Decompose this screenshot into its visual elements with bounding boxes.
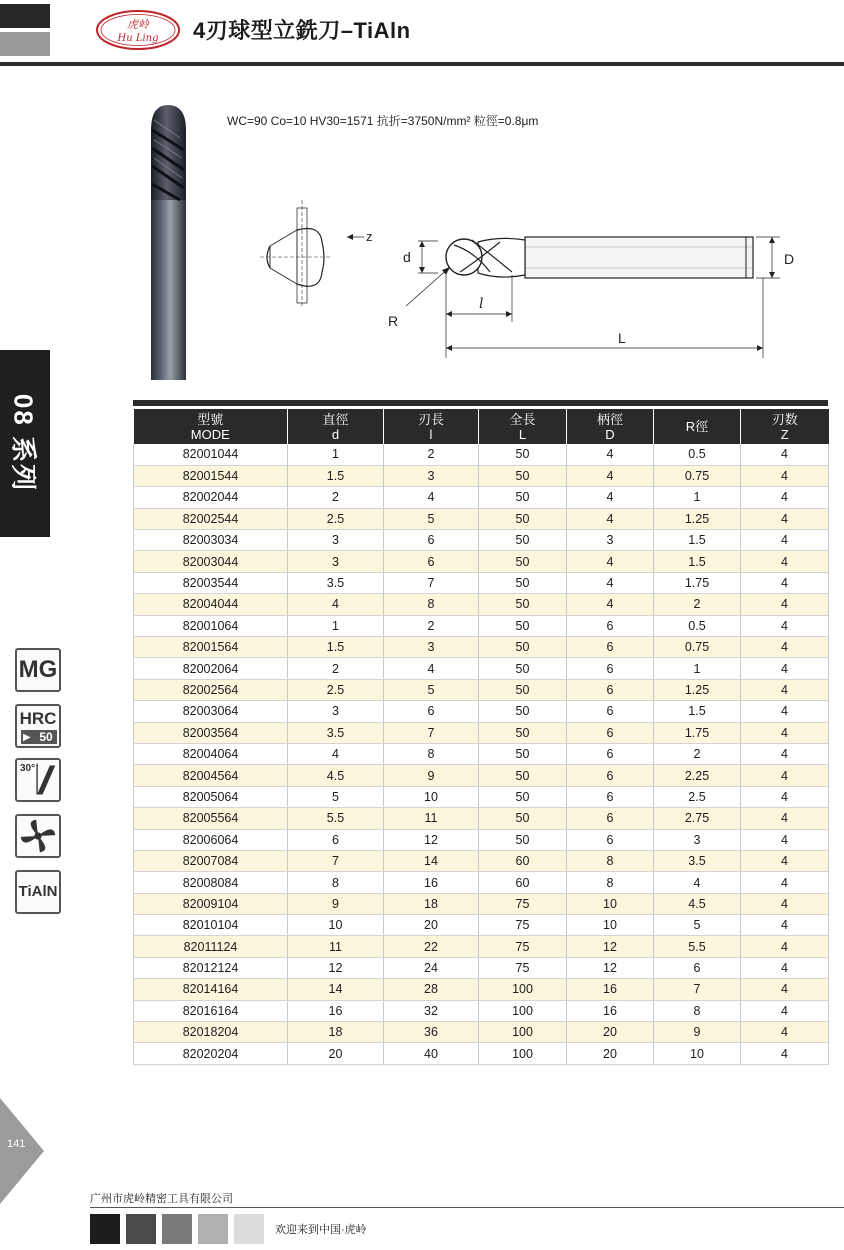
table-cell: 50 [479,658,567,679]
table-row [134,615,829,636]
table-cell: 82003564 [134,722,288,743]
table-cell: 6 [384,701,479,722]
table-cell: 4 [741,444,829,465]
table-cell: 82010104 [134,915,288,936]
table-cell: 4 [567,594,654,615]
table-cell: 82002064 [134,658,288,679]
table-cell: 50 [479,465,567,486]
table-cell: 2.5 [654,786,741,807]
col-header-radius: R徑 [654,409,741,444]
table-cell: 60 [479,872,567,893]
table-cell: 82004064 [134,743,288,764]
table-row [134,701,829,722]
table-cell: 82011124 [134,936,288,957]
table-cell: 6 [567,701,654,722]
table-cell: 8 [288,872,384,893]
table-cell: 82007084 [134,850,288,871]
table-cell: 50 [479,487,567,508]
label-L: L [618,330,626,346]
table-cell: 6 [288,829,384,850]
table-cell: 4 [741,508,829,529]
table-cell: 4 [741,722,829,743]
table-cell: 11 [384,808,479,829]
table-cell: 4 [288,743,384,764]
col-header-shank-diameter: 柄徑 D [567,409,654,444]
table-cell: 82020204 [134,1043,288,1064]
table-cell: 0.5 [654,615,741,636]
table-cell: 22 [384,936,479,957]
table-cell: 2.75 [654,808,741,829]
table-row [134,465,829,486]
table-cell: 3 [384,465,479,486]
header-dark-bar [0,4,50,28]
table-row [134,658,829,679]
table-cell: 75 [479,957,567,978]
table-cell: 10 [567,893,654,914]
footer-rule [90,1207,844,1208]
table-cell: 4 [741,594,829,615]
table-cell: 4.5 [288,765,384,786]
table-cell: 50 [479,530,567,551]
table-cell: 4 [384,487,479,508]
col-header-flute-length: 刃長 l [384,409,479,444]
label-l: l [479,296,484,312]
table-cell: 3 [567,530,654,551]
table-cell: 3 [288,551,384,572]
table-cell: 4 [567,508,654,529]
table-row [134,508,829,529]
table-cell: 7 [288,850,384,871]
table-header-row [134,409,829,444]
table-cell: 14 [288,979,384,1000]
table-cell: 2.5 [288,679,384,700]
table-cell: 0.5 [654,444,741,465]
table-cell: 16 [384,872,479,893]
table-cell: 4 [288,594,384,615]
table-cell: 2 [654,594,741,615]
table-cell: 4 [741,465,829,486]
table-cell: 60 [479,850,567,871]
table-cell: 4 [741,936,829,957]
table-top-rule [133,400,828,406]
table-cell: 6 [567,743,654,764]
table-cell: 1.5 [654,701,741,722]
table-cell: 3 [654,829,741,850]
label-z: z [366,229,373,244]
table-cell: 4 [741,872,829,893]
table-cell: 4 [741,850,829,871]
end-mill-side-drawing [380,210,810,370]
table-cell: 50 [479,829,567,850]
table-cell: 3 [384,637,479,658]
table-cell: 5.5 [654,936,741,957]
table-cell: 7 [384,722,479,743]
table-cell: 75 [479,936,567,957]
table-cell: 6 [567,808,654,829]
table-cell: 20 [288,1043,384,1064]
table-cell: 82001064 [134,615,288,636]
table-cell: 3.5 [654,850,741,871]
table-cell: 1.5 [288,637,384,658]
table-cell: 28 [384,979,479,1000]
table-cell: 50 [479,508,567,529]
hrc-hardness-icon: HRC ▶ 50 [15,704,61,748]
table-cell: 50 [479,743,567,764]
table-row [134,679,829,700]
table-cell: 7 [654,979,741,1000]
table-cell: 4 [741,1043,829,1064]
table-cell: 6 [567,615,654,636]
table-cell: 4 [741,530,829,551]
hrc-value: 50 [39,730,53,744]
table-cell: 4 [567,444,654,465]
table-cell: 4 [741,829,829,850]
table-cell: 1 [654,487,741,508]
logo-text-bottom: Hu Ling [117,33,159,44]
tialn-coating-icon [15,870,61,914]
table-cell: 16 [567,1000,654,1021]
table-cell: 16 [567,979,654,1000]
table-row [134,551,829,572]
table-cell: 4 [567,551,654,572]
table-cell: 1.75 [654,572,741,593]
table-cell: 2 [654,743,741,764]
table-cell: 24 [384,957,479,978]
mg-grade-icon [15,648,61,692]
table-cell: 8 [567,850,654,871]
table-cell: 82001044 [134,444,288,465]
table-cell: 6 [567,765,654,786]
table-cell: 82002564 [134,679,288,700]
table-row [134,893,829,914]
table-cell: 82018204 [134,1022,288,1043]
table-cell: 6 [567,658,654,679]
table-cell: 6 [567,786,654,807]
color-swatch [90,1214,120,1244]
table-cell: 2 [288,487,384,508]
table-cell: 82005064 [134,786,288,807]
label-D: D [784,251,795,267]
table-cell: 4 [741,808,829,829]
helix-angle-label: 30° [20,763,36,774]
table-row [134,530,829,551]
welcome-text: 欢迎来到中国·虎岭 [275,1224,367,1236]
table-cell: 1.5 [654,530,741,551]
table-row [134,722,829,743]
table-cell: 82002544 [134,508,288,529]
table-cell: 20 [384,915,479,936]
table-cell: 50 [479,637,567,658]
table-cell: 6 [654,957,741,978]
table-cell: 1 [288,615,384,636]
table-cell: 82003544 [134,572,288,593]
color-swatch [234,1214,264,1244]
table-cell: 4 [741,679,829,700]
table-cell: 82005564 [134,808,288,829]
table-cell: 6 [384,551,479,572]
color-swatch [126,1214,156,1244]
table-cell: 2 [384,615,479,636]
table-row [134,594,829,615]
table-cell: 5.5 [288,808,384,829]
table-cell: 1.25 [654,679,741,700]
series-tab [0,350,50,537]
table-cell: 12 [384,829,479,850]
table-cell: 8 [654,1000,741,1021]
huling-logo [95,8,181,52]
table-cell: 8 [384,743,479,764]
table-cell: 6 [567,722,654,743]
table-cell: 1.25 [654,508,741,529]
table-cell: 7 [384,572,479,593]
logo-text-top: 虎岭 [127,18,149,31]
label-d: d [403,249,411,265]
table-cell: 82006064 [134,829,288,850]
flute-profile-drawing [250,200,380,310]
table-cell: 10 [288,915,384,936]
hrc-label: HRC [19,709,57,728]
table-cell: 100 [479,1022,567,1043]
table-cell: 50 [479,444,567,465]
table-cell: 50 [479,722,567,743]
table-cell: 20 [567,1022,654,1043]
label-R: R [388,313,399,329]
table-cell: 0.75 [654,637,741,658]
table-cell: 8 [567,872,654,893]
table-row [134,1022,829,1043]
helix-angle-icon [15,758,61,802]
table-cell: 14 [384,850,479,871]
table-cell: 9 [288,893,384,914]
color-swatch [198,1214,228,1244]
table-cell: 50 [479,765,567,786]
table-cell: 4 [567,572,654,593]
table-row [134,915,829,936]
table-cell: 50 [479,551,567,572]
table-cell: 4 [741,615,829,636]
table-cell: 9 [654,1022,741,1043]
table-cell: 12 [567,936,654,957]
table-cell: 10 [567,915,654,936]
table-cell: 18 [384,893,479,914]
table-cell: 50 [479,594,567,615]
table-cell: 82003034 [134,530,288,551]
table-cell: 16 [288,1000,384,1021]
table-cell: 2 [384,444,479,465]
table-cell: 4 [741,1022,829,1043]
table-cell: 40 [384,1043,479,1064]
table-cell: 18 [288,1022,384,1043]
page-number: 141 [7,1138,26,1150]
table-cell: 82009104 [134,893,288,914]
table-cell: 1 [288,444,384,465]
tialn-label: TiAlN [18,883,58,900]
table-cell: 6 [567,829,654,850]
table-body [134,444,829,1064]
table-cell: 5 [384,508,479,529]
page-corner-marker [0,1098,44,1204]
table-cell: 8 [384,594,479,615]
table-cell: 11 [288,936,384,957]
table-row [134,786,829,807]
table-cell: 4 [741,765,829,786]
table-cell: 2.5 [288,508,384,529]
end-mill-photo [140,100,196,385]
table-cell: 4 [741,957,829,978]
table-cell: 4 [741,701,829,722]
table-cell: 4 [741,979,829,1000]
table-cell: 5 [384,679,479,700]
table-cell: 50 [479,572,567,593]
table-row [134,637,829,658]
col-header-model: 型號 MODE [134,409,288,444]
table-cell: 4 [741,572,829,593]
table-row [134,487,829,508]
table-cell: 50 [479,786,567,807]
table-cell: 4 [654,872,741,893]
table-cell: 50 [479,808,567,829]
mg-label: MG [18,656,58,683]
table-row [134,1000,829,1021]
table-cell: 36 [384,1022,479,1043]
col-header-overall-length: 全長 L [479,409,567,444]
table-cell: 1.5 [654,551,741,572]
table-cell: 4 [567,465,654,486]
table-cell: 82012124 [134,957,288,978]
table-cell: 1 [654,658,741,679]
table-cell: 100 [479,1043,567,1064]
table-cell: 5 [288,786,384,807]
table-cell: 82016164 [134,1000,288,1021]
table-cell: 1.75 [654,722,741,743]
table-cell: 82004564 [134,765,288,786]
table-cell: 4 [741,487,829,508]
table-cell: 82002044 [134,487,288,508]
table-cell: 12 [288,957,384,978]
table-cell: 4 [741,1000,829,1021]
table-cell: 100 [479,979,567,1000]
col-header-flutes: 刃数 Z [741,409,829,444]
table-cell: 4 [741,637,829,658]
table-cell: 50 [479,615,567,636]
table-cell: 82008084 [134,872,288,893]
table-row [134,957,829,978]
table-cell: 82003044 [134,551,288,572]
table-cell: 10 [384,786,479,807]
table-cell: 100 [479,1000,567,1021]
table-cell: 4 [741,658,829,679]
table-row [134,872,829,893]
table-row [134,1043,829,1064]
table-cell: 82003064 [134,701,288,722]
header-gray-bar [0,32,50,56]
table-cell: 50 [479,701,567,722]
col-header-diameter: 直徑 d [288,409,384,444]
specification-table [133,409,829,1065]
table-row [134,850,829,871]
company-name: 广州市虎岭精密工具有限公司 [90,1193,233,1205]
table-cell: 32 [384,1000,479,1021]
table-cell: 3 [288,701,384,722]
color-swatch [162,1214,192,1244]
table-row [134,765,829,786]
table-cell: 4 [741,743,829,764]
table-row [134,936,829,957]
table-cell: 3.5 [288,722,384,743]
table-cell: 10 [654,1043,741,1064]
table-cell: 4 [741,551,829,572]
table-row [134,444,829,465]
table-cell: 20 [567,1043,654,1064]
table-row [134,572,829,593]
table-cell: 82014164 [134,979,288,1000]
table-row [134,829,829,850]
table-cell: 82001544 [134,465,288,486]
four-flute-icon [15,814,61,858]
table-cell: 2.25 [654,765,741,786]
table-cell: 75 [479,893,567,914]
table-cell: 4 [741,893,829,914]
table-cell: 3 [288,530,384,551]
header-rule [0,62,844,66]
table-cell: 4 [384,658,479,679]
table-cell: 4 [741,915,829,936]
table-row [134,808,829,829]
table-cell: 6 [567,679,654,700]
table-cell: 50 [479,679,567,700]
page-title: 4刃球型立銑刀–TiAln [193,18,411,43]
table-cell: 4 [567,487,654,508]
table-cell: 1.5 [288,465,384,486]
table-cell: 6 [384,530,479,551]
table-cell: 0.75 [654,465,741,486]
material-spec-line: WC=90 Co=10 HV30=1571 抗折=3750N/mm² 粒徑=0.8μm [227,114,539,128]
table-cell: 4 [741,786,829,807]
table-cell: 5 [654,915,741,936]
table-cell: 82001564 [134,637,288,658]
table-cell: 9 [384,765,479,786]
table-cell: 6 [567,637,654,658]
table-row [134,979,829,1000]
table-cell: 2 [288,658,384,679]
table-cell: 4.5 [654,893,741,914]
table-cell: 3.5 [288,572,384,593]
table-cell: 12 [567,957,654,978]
table-row [134,743,829,764]
table-cell: 82004044 [134,594,288,615]
series-label: 08 系列 [8,393,39,493]
table-cell: 75 [479,915,567,936]
